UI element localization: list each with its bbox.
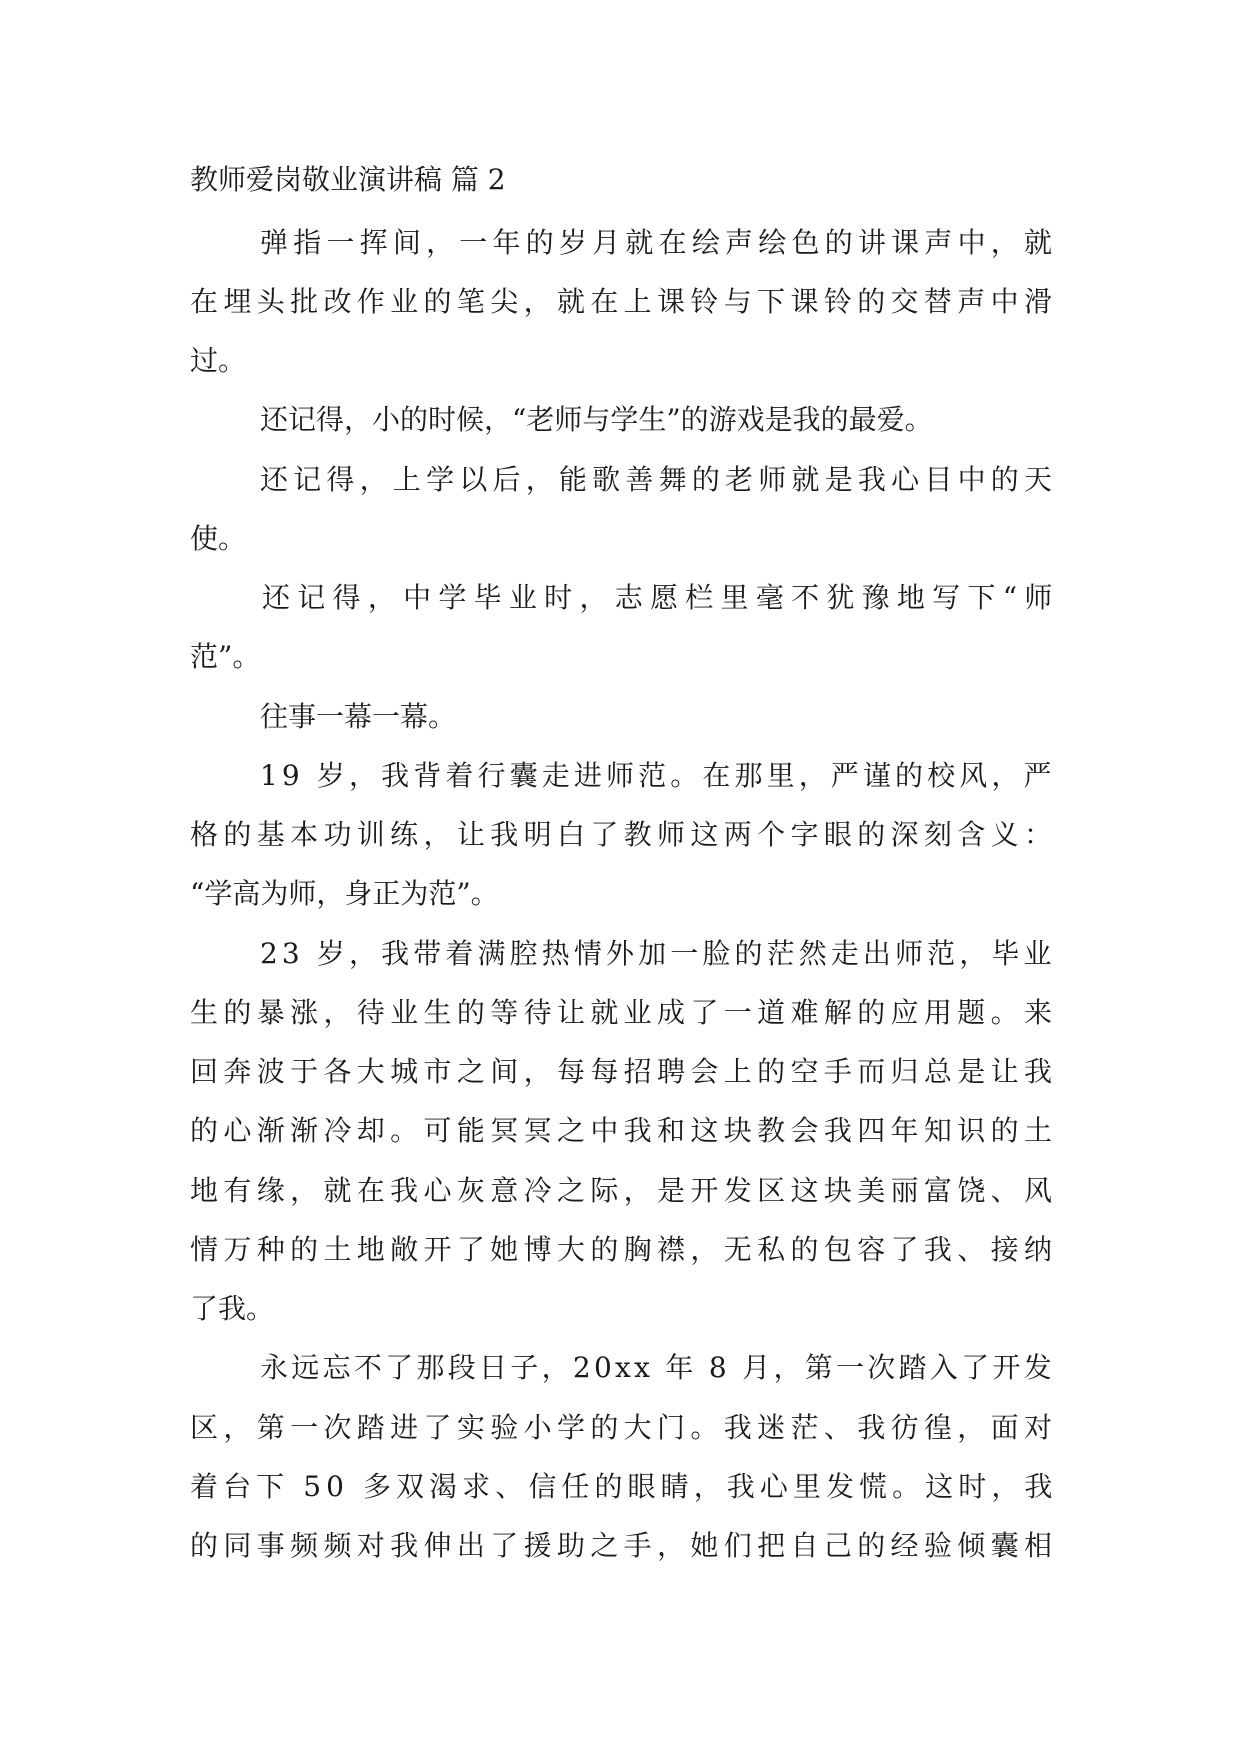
text-line: 使。 bbox=[190, 522, 247, 555]
text-line: 回奔波于各大城市之间，每每招聘会上的空手而归总是让我 bbox=[190, 1055, 1058, 1088]
text-line: 了我。 bbox=[190, 1292, 275, 1325]
text-line: 还记得，小的时候，“老师与学生”的游戏是我的最爱。 bbox=[260, 403, 933, 436]
text-line: 情万种的土地敞开了她博大的胸襟，无私的包容了我、接纳 bbox=[190, 1233, 1058, 1266]
text-line: 地有缘，就在我心灰意冷之际，是开发区这块美丽富饶、风 bbox=[190, 1174, 1058, 1207]
text-line: 着台下 50 多双渴求、信任的眼睛，我心里发慌。这时，我 bbox=[190, 1470, 1058, 1503]
text-line: 生的暴涨，待业生的等待让就业成了一道难解的应用题。来 bbox=[190, 996, 1058, 1029]
text-line: 还记得，上学以后，能歌善舞的老师就是我心目中的天 bbox=[260, 463, 1058, 496]
text-line: 永远忘不了那段日子，20xx 年 8 月，第一次踏入了开发 bbox=[260, 1351, 1056, 1384]
text-line: 往事一幕一幕。 bbox=[260, 700, 457, 733]
text-line: 的心渐渐冷却。可能冥冥之中我和这块教会我四年知识的土 bbox=[190, 1114, 1058, 1147]
text-line: 23 岁，我带着满腔热情外加一脸的茫然走出师范，毕业 bbox=[260, 937, 1056, 970]
text-line: 格的基本功训练，让我明白了教师这两个字眼的深刻含义： bbox=[190, 818, 1058, 851]
document-title: 教师爱岗敬业演讲稿 篇 2 bbox=[190, 163, 506, 196]
text-line: 在埋头批改作业的笔尖，就在上课铃与下课铃的交替声中滑 bbox=[190, 285, 1058, 318]
text-line: 过。 bbox=[190, 344, 247, 377]
text-line: 的同事频频对我伸出了援助之手，她们把自己的经验倾囊相 bbox=[190, 1529, 1058, 1562]
text-line: 弹指一挥间，一年的岁月就在绘声绘色的讲课声中，就 bbox=[260, 226, 1058, 259]
text-line: 区，第一次踏进了实验小学的大门。我迷茫、我彷徨，面对 bbox=[190, 1411, 1058, 1444]
text-line: “学高为师，身正为范”。 bbox=[190, 877, 499, 910]
text-line: 还记得，中学毕业时，志愿栏里毫不犹豫地写下“师 bbox=[262, 581, 1060, 614]
text-line: 范”。 bbox=[190, 640, 261, 673]
text-line: 19 岁，我背着行囊走进师范。在那里，严谨的校风，严 bbox=[260, 759, 1056, 792]
